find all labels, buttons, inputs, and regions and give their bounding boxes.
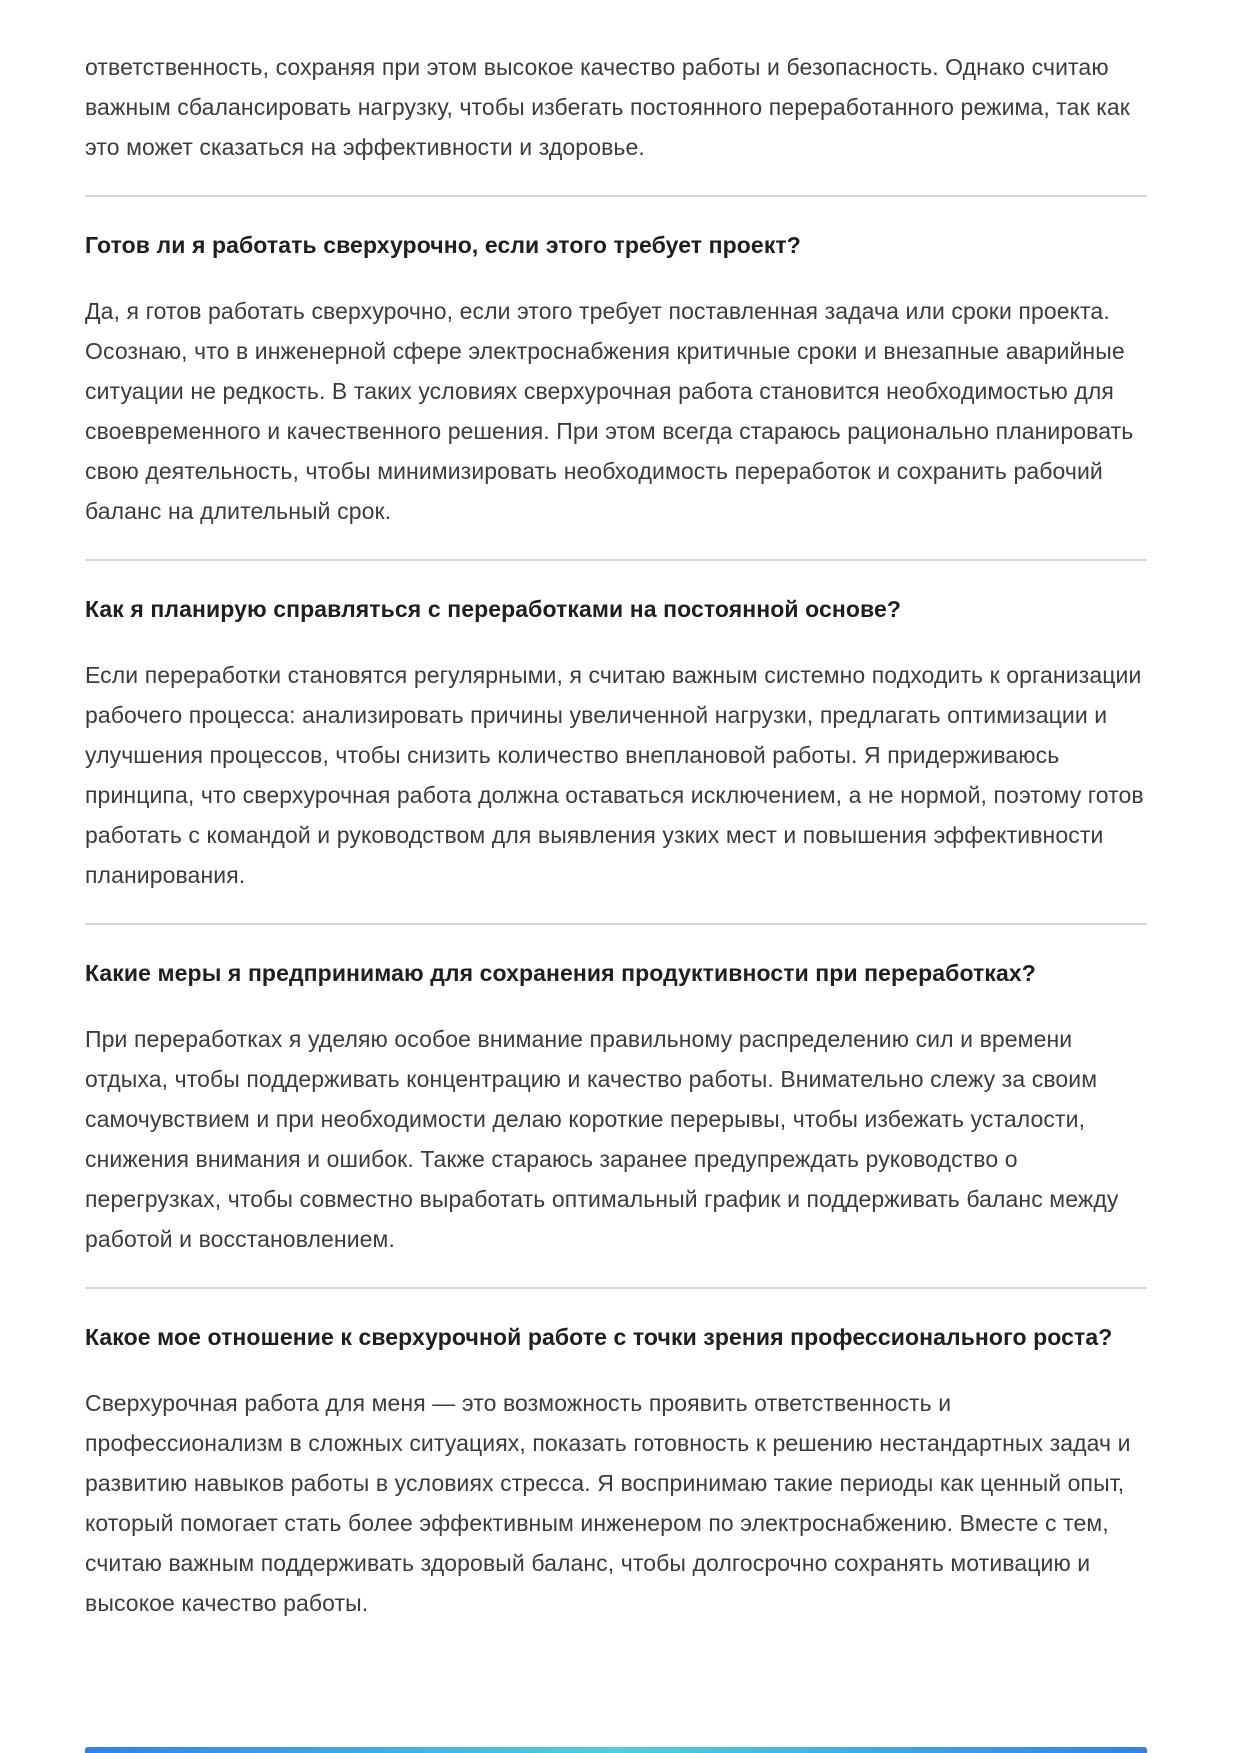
qa-section xyxy=(85,559,1147,895)
question-heading: Какое мое отношение к сверхурочной работе с точки зрения профессионального роста? xyxy=(85,1324,1113,1350)
answer-paragraph: Если переработки становятся регулярными, я считаю важным системно подходить к организации рабочего процесса: анализировать причины увеличенной нагрузки, предлагать оптимизации и улучшения процессов, чтобы снизить количество внеплановой работы. Я придерживаюсь принципа, что сверхурочная работа должна оставаться исключением, а не нормой, поэтому готов работать с командой и руководством для выявления узких мест и повышения эффективности планирования. xyxy=(85,662,1144,888)
question-heading: Как я планирую справляться с переработками на постоянной основе? xyxy=(85,596,902,622)
intro-continuation-paragraph: ответственность, сохраняя при этом высокое качество работы и безопасность. Однако считаю важным сбалансировать нагрузку, чтобы избегать постоянного переработанного режима, так как это может сказаться на эффективности и здоровье. xyxy=(85,54,1130,160)
qa-section xyxy=(85,1287,1147,1623)
section-divider xyxy=(85,923,1147,925)
section-divider xyxy=(85,1287,1147,1289)
answer-paragraph: Да, я готов работать сверхурочно, если этого требует поставленная задача или сроки проекта. Осознаю, что в инженерной сфере электроснабжения критичные сроки и внезапные аварийные ситуации не редкость. В таких условиях сверхурочная работа становится необходимостью для своевременного и качественного решения. При этом всегда стараюсь рационально планировать свою деятельность, чтобы минимизировать необходимость переработок и сохранить рабочий баланс на длительный срок. xyxy=(85,298,1134,524)
document-page xyxy=(85,0,1147,1623)
answer-paragraph: При переработках я уделяю особое внимание правильному распределению сил и времени отдыха, чтобы поддерживать концентрацию и качество работы. Внимательно слежу за своим самочувствием и при необходимости делаю короткие перерывы, чтобы избежать усталости, снижения внимания и ошибок. Также стараюсь заранее предупреждать руководство о перегрузках, чтобы совместно выработать оптимальный график и поддерживать баланс между работой и восстановлением. xyxy=(85,1026,1119,1252)
bottom-accent-bar xyxy=(85,1747,1147,1753)
question-heading: Готов ли я работать сверхурочно, если этого требует проект? xyxy=(85,232,801,258)
qa-section xyxy=(85,195,1147,531)
question-heading: Какие меры я предпринимаю для сохранения продуктивности при переработках? xyxy=(85,960,1036,986)
section-divider xyxy=(85,559,1147,561)
section-divider xyxy=(85,195,1147,197)
answer-paragraph: Сверхурочная работа для меня — это возможность проявить ответственность и профессионализм в сложных ситуациях, показать готовность к решению нестандартных задач и развитию навыков работы в условиях стресса. Я воспринимаю такие периоды как ценный опыт, который помогает стать более эффективным инженером по электроснабжению. Вместе с тем, считаю важным поддерживать здоровый баланс, чтобы долгосрочно сохранять мотивацию и высокое качество работы. xyxy=(85,1390,1131,1616)
qa-section xyxy=(85,923,1147,1259)
